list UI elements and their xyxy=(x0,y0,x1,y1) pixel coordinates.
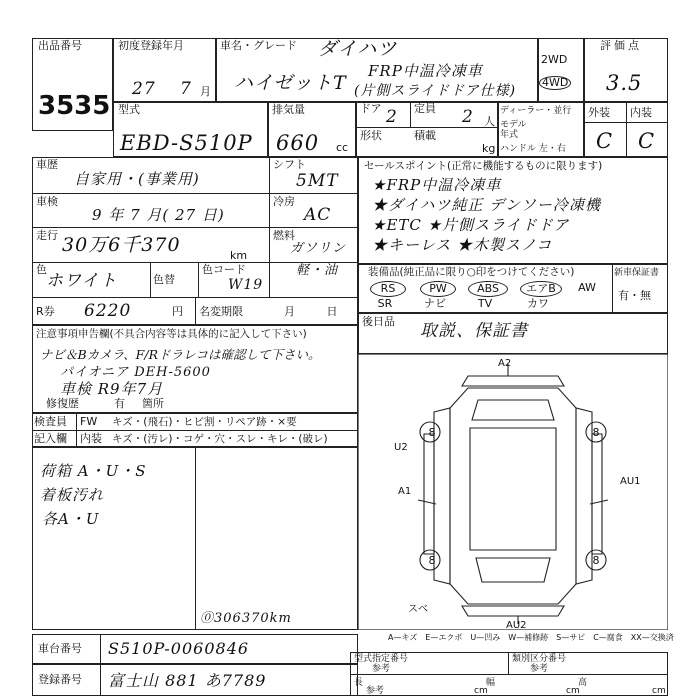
capacity-label: 定員 xyxy=(414,102,436,115)
option-sr: SR xyxy=(377,297,393,310)
notes-line-3: 車検 R9年7月 xyxy=(60,380,164,398)
model-code: EBD-S510P xyxy=(120,131,253,155)
diagram-code-au1: AU1 xyxy=(620,476,641,487)
class-ref: 参考 xyxy=(530,664,549,674)
record-label: 記入欄 xyxy=(34,432,67,445)
repair-value: 有 xyxy=(114,397,125,410)
width-unit: cm xyxy=(566,686,580,696)
interior-label: 内装 xyxy=(630,106,652,119)
width-label: 幅 xyxy=(486,678,496,688)
doors-value: 2 xyxy=(386,107,398,127)
option-airbag: エアB xyxy=(520,281,562,297)
sales-point-3: ★ETC ★片側スライドドア xyxy=(372,216,570,234)
score-value: 3.5 xyxy=(606,71,643,95)
svg-text:8: 8 xyxy=(592,426,600,439)
notes-line-2: パイオニア DEH-5600 xyxy=(60,365,211,380)
ac-label: 冷房 xyxy=(273,195,295,208)
plate-label: 登録番号 xyxy=(38,673,82,686)
load-unit: kg xyxy=(482,142,496,155)
model-name: ハイゼットT xyxy=(234,72,347,94)
plate-divider xyxy=(100,664,101,696)
ac-value: AC xyxy=(304,205,332,225)
first-reg-year: 27 xyxy=(132,79,156,99)
type-cert-ref: 参考 xyxy=(372,664,391,674)
odometer-note: ⓪306370km xyxy=(200,611,292,626)
length-label: 長 xyxy=(354,678,364,688)
diagram-code-a2: A2 xyxy=(498,358,512,369)
mileage-value: 30万6千370 xyxy=(62,234,181,256)
warranty-value: 有・無 xyxy=(618,289,651,302)
steering-label: ハンドル 左・右 xyxy=(500,144,566,154)
remark-3: 各A・U xyxy=(42,510,100,528)
inspection-divider xyxy=(32,430,358,431)
load-label: 積載 xyxy=(414,129,436,142)
capacity-unit: 人 xyxy=(484,115,495,128)
equipment-title: 装備品(純正品に限り○印をつけてください) xyxy=(368,266,575,278)
repair-place: 箇所 xyxy=(142,397,164,410)
interior-grade: C xyxy=(638,129,656,153)
shaken-value: 9 年 7 月( 27 日) xyxy=(92,206,225,224)
exterior-grade: C xyxy=(596,129,614,153)
option-rs: RS xyxy=(370,281,406,297)
height-label: 高 xyxy=(578,678,588,688)
sales-point-1: ★FRP中温冷凍車 xyxy=(372,176,502,194)
color-code: W19 xyxy=(228,277,264,293)
option-navi: ナビ xyxy=(424,297,446,310)
grade-line-2: (片側スライドドア仕様) xyxy=(354,83,517,99)
history-row1 xyxy=(32,193,358,194)
chassis-divider xyxy=(100,634,101,664)
first-reg-month: 7 xyxy=(180,79,192,99)
drive-2wd: 2WD xyxy=(541,53,568,66)
maker-name: ダイハツ xyxy=(318,38,398,60)
first-reg-month-unit: 月 xyxy=(200,85,211,98)
shift-value: 5MT xyxy=(296,171,339,191)
cert-hdivider xyxy=(350,674,668,675)
remark-1: 荷箱 A・U・S xyxy=(40,462,147,480)
capacity-value: 2 xyxy=(462,107,474,127)
option-tv: TV xyxy=(477,297,493,310)
mileage-unit: km xyxy=(230,249,248,262)
displacement-unit: cc xyxy=(336,141,349,154)
chassis-value: S510P-0060846 xyxy=(108,639,250,658)
model-code-label: 型式 xyxy=(118,103,140,116)
recycle-label: R券 xyxy=(36,305,55,318)
sales-point-4: ★キーレス ★木製スノコ xyxy=(372,236,553,254)
door-cap-divider xyxy=(356,127,498,128)
model-year-label: モデル年式 xyxy=(500,120,527,140)
score-label: 評価点 xyxy=(600,39,642,52)
diagram-code-sube: スベ xyxy=(408,604,428,615)
ext-int-divider xyxy=(626,102,627,157)
plate-value: 富士山 881 あ7789 xyxy=(108,671,267,690)
lot-number-label: 出品番号 xyxy=(38,39,82,52)
sales-point-2: ★ダイハツ純正 デンソー冷凍機 xyxy=(372,196,601,214)
fuel-label: 燃料 xyxy=(273,229,295,242)
exterior-items: キズ・(飛石)・ヒビ割・リペア跡・×要 xyxy=(112,416,297,428)
grade-line-1: FRP中温冷凍車 xyxy=(368,62,483,80)
fuel-gas: ガソリン xyxy=(290,241,347,256)
mileage-label: 走行 xyxy=(36,229,58,242)
drive-4wd: 4WD xyxy=(539,76,571,90)
diagram-code-a1: A1 xyxy=(398,486,412,497)
door-cap-vdivider xyxy=(410,102,411,127)
later-docs-value: 取説、保証書 xyxy=(420,321,528,341)
chassis-label: 車台番号 xyxy=(38,642,82,655)
later-docs-title: 後日品 xyxy=(362,315,395,328)
option-leather: カワ xyxy=(527,297,549,310)
equipment-divider xyxy=(612,264,613,313)
notes-title: 注意事項申告欄(不具合内容等は具体的に記入して下さい) xyxy=(36,328,307,340)
maker-grade-label: 車名・グレード xyxy=(220,39,297,52)
color-code-divider xyxy=(198,262,199,297)
color-change-label: 色替 xyxy=(153,273,175,286)
svg-text:8: 8 xyxy=(592,554,600,567)
color-value: ホワイト xyxy=(46,271,118,291)
interior-items: キズ・(汚レ)・コゲ・穴・スレ・キレ・(破レ) xyxy=(112,433,328,445)
shape-label: 形状 xyxy=(360,129,382,142)
remark-2: 着板汚れ xyxy=(40,486,105,504)
recycle-value: 6220 xyxy=(84,301,132,321)
option-pw: PW xyxy=(420,281,456,297)
lot-number: 3535 xyxy=(38,91,111,121)
shaken-label: 車検 xyxy=(36,195,58,208)
color-divider xyxy=(150,262,151,297)
name-change-label: 名変期限 xyxy=(199,305,243,318)
doors-label: ドア xyxy=(360,102,382,115)
svg-text:8: 8 xyxy=(428,554,436,567)
recycle-divider xyxy=(195,297,196,325)
length-unit: cm xyxy=(474,686,488,696)
length-ref: 参考 xyxy=(366,686,385,696)
diagram-code-au2: AU2 xyxy=(506,620,527,630)
interior-tag: 内装 xyxy=(80,432,102,445)
sales-points-title: セールスポイント(正常に機能するものに限ります) xyxy=(364,160,603,172)
ext-int-hdivider xyxy=(584,122,668,123)
type-cert-label: 型式指定番号 xyxy=(354,654,409,664)
displacement-value: 660 xyxy=(276,131,320,155)
inspector-label: 検査員 xyxy=(34,415,67,428)
color-label: 色 xyxy=(36,263,47,276)
shift-label: シフト xyxy=(273,158,306,171)
color-code-label: 色コード xyxy=(202,263,246,276)
history-label: 車歴 xyxy=(36,158,58,171)
inspection-vdivider xyxy=(76,413,77,447)
remarks-divider xyxy=(195,447,196,630)
recycle-yen: 円 xyxy=(172,305,183,318)
repair-label: 修復歴 xyxy=(46,397,79,410)
vehicle-damage-diagram xyxy=(358,354,668,630)
history-row2 xyxy=(32,227,358,228)
height-unit: cm xyxy=(652,686,666,696)
class-label: 類別区分番号 xyxy=(512,654,567,664)
diagram-code-u2: U2 xyxy=(394,442,408,453)
warranty-label: 新車保証書 xyxy=(614,268,660,278)
name-change-value: 月 日 xyxy=(284,305,338,318)
notes-line-1: ナビ＆Bカメラ、F/Rドラレコは確認して下さい。 xyxy=(40,347,321,362)
history-value: 自家用・(事業用) xyxy=(74,170,200,188)
fw-tag: FW xyxy=(80,415,98,428)
displacement-label: 排気量 xyxy=(272,103,305,116)
first-reg-label: 初度登録年月 xyxy=(118,39,184,52)
exterior-label: 外装 xyxy=(588,106,610,119)
cert-divider xyxy=(508,652,509,674)
option-abs: ABS xyxy=(468,281,508,297)
svg-text:8: 8 xyxy=(428,426,436,439)
diagram-legend: A—キズ E—エクボ U—凹み W—補修跡 S—サビ C—腐食 XX—交換済 xyxy=(388,633,674,642)
option-aw: AW xyxy=(578,281,596,294)
drive-box xyxy=(538,38,584,102)
fuel-diesel: 軽・油 xyxy=(296,263,339,278)
dealer-label: ディーラー・並行 xyxy=(500,106,572,116)
